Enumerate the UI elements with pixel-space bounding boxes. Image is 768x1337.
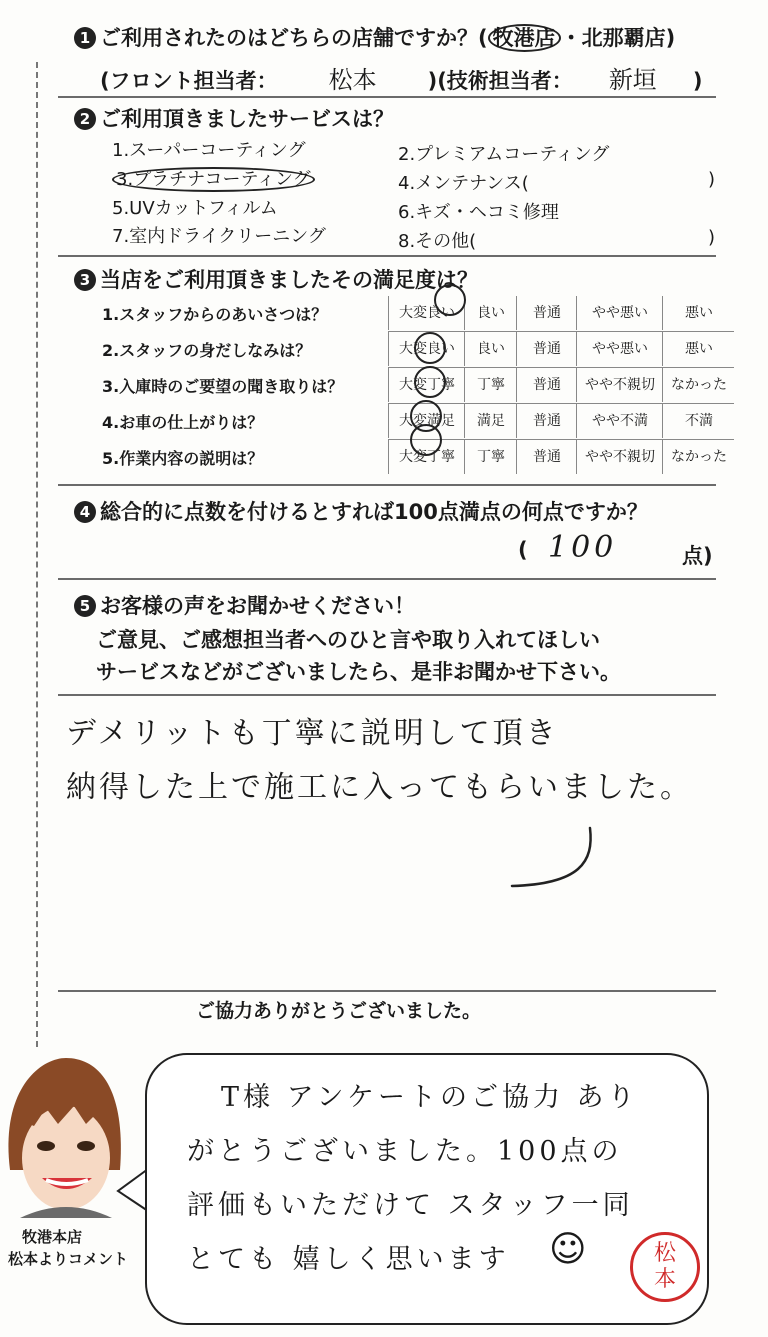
service-option: 2.プレミアムコーティング (398, 144, 610, 165)
divider (58, 255, 716, 257)
front-staff-label: (フロント担当者： (100, 69, 278, 93)
rating-row (92, 368, 734, 402)
rating-option: やや不親切 (576, 368, 663, 402)
selection-circle (414, 332, 446, 364)
service-paren-close: ) (708, 227, 716, 248)
rating-option: 大変丁寧 (388, 368, 465, 402)
rating-option: 丁寧 (464, 368, 517, 402)
rating-option: なかった (662, 368, 735, 402)
front-staff-value: 松本 (328, 66, 377, 94)
rating-option: やや悪い (576, 332, 663, 366)
rating-question: 5.作業内容の説明は？ (102, 449, 264, 468)
question-5-number: 5 (74, 595, 96, 617)
margin-dashed-line (36, 62, 38, 1047)
question-3-text: 当店をご利用頂きましたその満足度は？ (100, 268, 478, 292)
question-2 (74, 103, 394, 133)
stamp-char: 松 (653, 1241, 676, 1266)
staff-avatar (0, 1050, 130, 1220)
service-option: 8.その他( (398, 231, 477, 252)
rating-option: 大変丁寧 (388, 440, 465, 474)
rating-question: 1.スタッフからのあいさつは？ (102, 305, 328, 324)
rating-option: やや悪い (576, 296, 663, 330)
stamp-char: 本 (653, 1267, 676, 1292)
service-option: 1.スーパーコーティング (112, 140, 306, 161)
question-2-text: ご利用頂きましたサービスは？ (100, 107, 394, 131)
service-option-selected (112, 165, 315, 191)
reply-line: T様 アンケートのご協力 あり (221, 1082, 639, 1113)
divider (58, 694, 716, 696)
question-5-instruction: ご意見、ご感想担当者へのひと言や取り入れてほしい (96, 628, 600, 652)
staff-reply-bubble (145, 1053, 709, 1325)
tech-staff-close: ) (692, 69, 703, 93)
selection-circle (410, 424, 442, 456)
selection-circle (414, 366, 446, 398)
rating-option: 普通 (516, 440, 577, 474)
rating-option: 普通 (516, 332, 577, 366)
rating-option: 悪い (662, 296, 735, 330)
staff-name: 松本よりコメント (8, 1250, 129, 1268)
store-close-paren: ) (665, 26, 676, 50)
service-option: 5.UVカットフィルム (112, 198, 278, 219)
score-open-paren: ( (518, 538, 528, 562)
rating-option: 大変満足 (388, 404, 465, 438)
rating-row (92, 296, 734, 330)
reply-line: がとうございました。100点の (187, 1136, 623, 1167)
question-2-number: 2 (74, 108, 96, 130)
store-option-kitanaha: 北那覇店 (581, 26, 666, 50)
rating-option: 普通 (516, 368, 577, 402)
rating-option: 普通 (516, 404, 577, 438)
question-3-number: 3 (74, 269, 96, 291)
hanko-stamp (630, 1232, 700, 1302)
rating-row (92, 332, 734, 366)
question-4 (74, 496, 648, 526)
divider (58, 990, 716, 992)
divider (58, 578, 716, 580)
question-4-number: 4 (74, 501, 96, 523)
customer-comment: デメリットも丁寧に説明して頂き (66, 716, 559, 751)
rating-option: 悪い (662, 332, 735, 366)
customer-comment: 納得した上で施工に入ってもらいました。 (66, 770, 693, 805)
smiley-icon: ☺ (549, 1229, 587, 1270)
staff-store: 牧港本店 (22, 1228, 83, 1246)
thanks-message: ご協力ありがとうございました。 (196, 1000, 482, 1022)
divider (58, 96, 716, 98)
rating-grid-line (388, 367, 734, 368)
rating-grid-line (388, 331, 734, 332)
selection-circle (434, 284, 466, 316)
rating-option: 良い (464, 332, 517, 366)
rating-option: 丁寧 (464, 440, 517, 474)
rating-option: 大変良い (388, 332, 465, 366)
rating-option: やや不満 (576, 404, 663, 438)
question-4-text: 総合的に点数を付けるとすれば100点満点の何点ですか？ (100, 500, 648, 524)
rating-option: 普通 (516, 296, 577, 330)
rating-question: 4.お車の仕上がりは？ (102, 413, 264, 432)
rating-option: 満足 (464, 404, 517, 438)
rating-question: 3.入庫時のご要望の聞き取りは？ (102, 377, 344, 396)
rating-option: 大変良い (388, 296, 465, 330)
tech-staff-label: )(技術担当者： (427, 69, 573, 93)
staff-in-charge (100, 60, 702, 95)
question-5 (74, 590, 415, 620)
score-unit: 点) (682, 544, 713, 568)
rating-option: なかった (662, 440, 735, 474)
question-5-instruction: サービスなどがございましたら、是非お聞かせ下さい。 (96, 660, 621, 684)
question-1 (74, 22, 675, 52)
question-1-number: 1 (74, 27, 96, 49)
rating-question: 2.スタッフの身だしなみは？ (102, 341, 312, 360)
service-paren-close: ) (708, 169, 716, 190)
question-3 (74, 264, 478, 294)
store-option-makiminato: 牧港店 (488, 24, 561, 52)
rating-option: やや不親切 (576, 440, 663, 474)
store-separator: ・ (560, 26, 582, 50)
reply-line: 評価もいただけて スタッフ一同 (187, 1190, 634, 1221)
rating-option: 不満 (662, 404, 735, 438)
service-option-3: 3.プラチナコーティング (112, 167, 315, 192)
service-option: 4.メンテナンス( (398, 173, 529, 194)
question-1-text: ご利用されたのはどちらの店舗ですか？( (100, 26, 488, 50)
score-value: 100 (548, 530, 618, 565)
handwritten-stroke (500, 822, 610, 894)
reply-line: とても 嬉しく思います (187, 1244, 510, 1275)
question-5-text: お客様の声をお聞かせください！ (100, 594, 415, 618)
tech-staff-value: 新垣 (608, 66, 657, 94)
divider (58, 484, 716, 486)
rating-option: 良い (464, 296, 517, 330)
service-option: 6.キズ・ヘコミ修理 (398, 202, 559, 223)
rating-grid-line (388, 403, 734, 404)
service-option: 7.室内ドライクリーニング (112, 226, 326, 247)
